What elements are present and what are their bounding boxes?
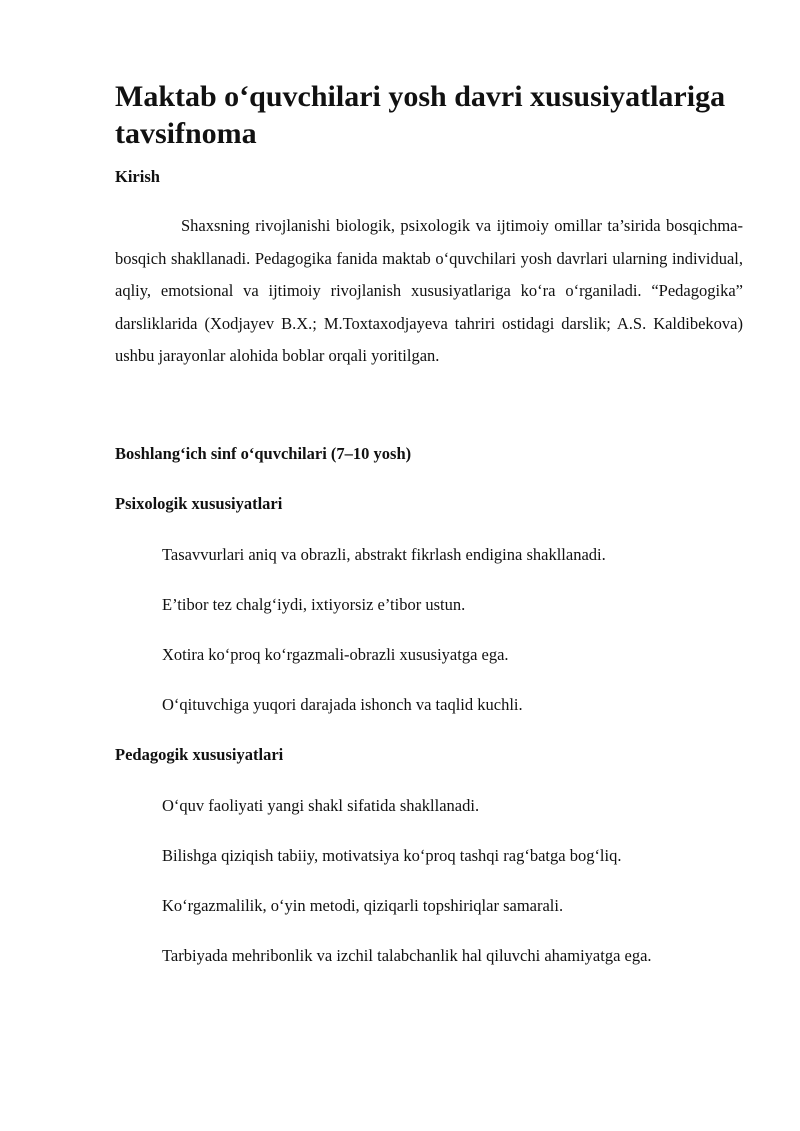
list-item: O‘qituvchiga yuqori darajada ishonch va taqlid kuchli.	[162, 694, 523, 714]
list-item: E’tibor tez chalg‘iydi, ixtiyorsiz e’tibor ustun.	[162, 594, 466, 614]
list-item: Tasavvurlari aniq va obrazli, abstrakt fikrlash endigina shakllanadi.	[162, 544, 606, 564]
list-item: Bilishga qiziqish tabiiy, motivatsiya ko‘proq tashqi rag‘batga bog‘liq.	[162, 845, 622, 865]
intro-heading: Kirish	[115, 167, 160, 186]
document-page	[115, 78, 743, 967]
document-title: Maktab o‘quvchilari yosh davri xususiyatlariga tavsifnoma	[115, 80, 726, 150]
psychological-heading: Psixologik xususiyatlari	[115, 493, 283, 513]
primary-grade-heading: Boshlang‘ich sinf o‘quvchilari (7–10 yosh)	[115, 443, 412, 463]
list-item: Xotira ko‘proq ko‘rgazmali-obrazli xususiyatga ega.	[162, 644, 509, 664]
intro-paragraph: Shaxsning rivojlanishi biologik, psixologik va ijtimoiy omillar ta’sirida bosqichma-bosqich shakllanadi. Pedagogika fanida maktab o‘quvchilari yosh davrlari ularning individual, aqliy, emotsional va ijtimoiy rivojlanish xususiyatlariga ko‘ra o‘rganiladi. “Pedagogika” darsliklarida (Xodjayev B.X.; M.Toxtaxodjayeva tahriri ostidagi darslik; A.S. Kaldibekova) ushbu jarayonlar alohida boblar orqali yoritilgan.	[115, 216, 743, 365]
psychological-list	[115, 544, 743, 716]
list-item: O‘quv faoliyati yangi shakl sifatida shakllanadi.	[162, 795, 480, 815]
list-item: Tarbiyada mehribonlik va izchil talabchanlik hal qiluvchi ahamiyatga ega.	[162, 945, 652, 965]
pedagogical-list	[115, 795, 743, 967]
list-item: Ko‘rgazmalilik, o‘yin metodi, qiziqarli topshiriqlar samarali.	[162, 895, 564, 915]
pedagogical-heading: Pedagogik xususiyatlari	[115, 744, 284, 764]
